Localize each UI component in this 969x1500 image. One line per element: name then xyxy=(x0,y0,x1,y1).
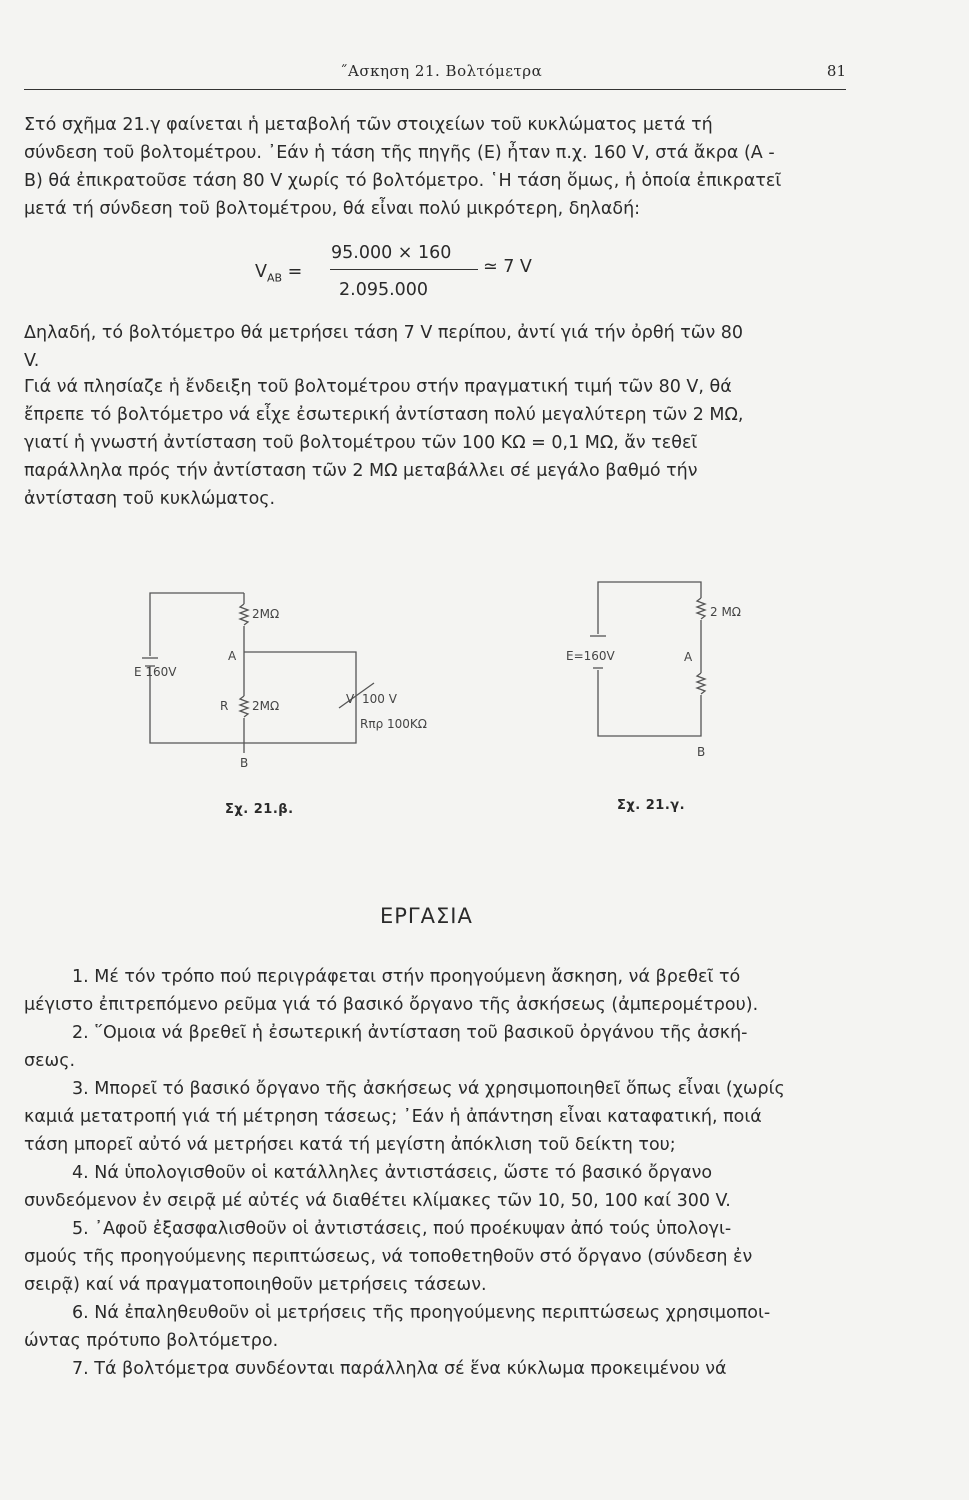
header-rule xyxy=(24,89,846,90)
label-node-b: Β xyxy=(240,756,249,770)
task-item: 2. ῞Ομοια νά βρεθεῖ ἡ ἐσωτερική ἀντίσταση τοῦ βασικοῦ ὀργάνου τῆς ἀσκή- σεως. xyxy=(24,1023,748,1071)
paragraph-2 xyxy=(24,319,864,375)
caption-21c: Σχ. 21.γ. xyxy=(617,798,686,813)
task-item: 6. Νά ἐπαληθευθοῦν οἱ μετρήσεις τῆς προηγούμενης περιπτώσεως χρησιμοποι- ώντας πρότυπο βολτόμετρο. xyxy=(24,1303,771,1351)
wire-bottom xyxy=(598,670,701,736)
wire-meter-top xyxy=(244,652,356,688)
paragraph-3 xyxy=(24,373,864,513)
formula-result: ≃ 7 V xyxy=(483,257,532,277)
label-meter-resistance: Rπρ 100ΚΩ xyxy=(360,717,427,731)
label-node-b: Β xyxy=(697,745,706,759)
label-node-a: Α xyxy=(228,649,237,663)
circuit-diagram-21c xyxy=(560,578,741,773)
paragraph-1-text: Στό σχῆμα 21.γ φαίνεται ἡ μεταβολή τῶν στοιχείων τοῦ κυκλώματος μετά τή σύνδεση τοῦ βολτομέτρου. ᾽Εάν ἡ τάση τῆς πηγῆς (Ε) ἦταν π.χ. 160 V, στά ἄκρα (Α - Β) θά ἐπικρατοῦσε τάση 80 V χωρίς τό βολτόμετρο. ῾Η τάση ὅμως, ἡ ὁποία ἐπικρατεῖ μετά τή σύνδεση τοῦ βολτομέτρου, θά εἶναι πολύ μικρότερη, δηλαδή: xyxy=(24,115,782,219)
running-title: ˝Ασκηση 21. Βολτόμετρα xyxy=(340,62,543,80)
task-item: 5. ᾽Αφοῦ ἐξασφαλισθοῦν οἱ ἀντιστάσεις, πού προέκυψαν ἀπό τούς ὑπολογι- σμούς τῆς προηγούμενης περιπτώσεως, νά τοποθετηθοῦν στό ὄργανο (σύνδεση ἐν σειρᾷ) καί νά πραγματοποιηθοῦν μετρήσεις τάσεων. xyxy=(24,1219,753,1295)
formula-lhs xyxy=(255,262,302,285)
wire-meter-bottom xyxy=(244,688,356,743)
label-r-top: 2ΜΩ xyxy=(252,607,280,621)
label-r: R xyxy=(220,699,229,713)
circuit-21c-svg xyxy=(560,578,741,773)
resistor-bottom xyxy=(240,696,248,717)
label-r-top: 2 ΜΩ xyxy=(710,605,741,619)
resistor-top xyxy=(697,598,705,619)
running-head xyxy=(24,62,846,86)
fraction-bar xyxy=(330,269,478,270)
formula-numerator: 95.000 × 160 xyxy=(331,243,452,263)
paragraph-2-text: Δηλαδή, τό βολτόμετρο θά μετρήσει τάση 7 V περίπου, ἀντί γιά τήν ὀρθή τῶν 80 V. xyxy=(24,323,744,371)
formula-equals: = xyxy=(287,262,303,282)
circuit-21b-svg xyxy=(134,588,454,773)
label-meter: V xyxy=(346,692,355,706)
section-title: ΕΡΓΑΣΙΑ xyxy=(380,904,473,928)
wire-bottom-left xyxy=(150,683,244,743)
task-item: 7. Τά βολτόμετρα συνδέονται παράλληλα σέ ἕνα κύκλωμα προκειμένου νά xyxy=(72,1359,727,1379)
formula-sub: AB xyxy=(266,271,283,285)
label-meter-range: 100 V xyxy=(362,692,397,706)
paragraph-1 xyxy=(24,111,864,223)
task-item: 1. Μέ τόν τρόπο πού περιγράφεται στήν προηγούμενη ἄσκηση, νά βρεθεῖ τό μέγιστο ἐπιτρεπόμενο ρεῦμα γιά τό βασικό ὄργανο τῆς ἀσκήσεως (ἀμπερομέτρου). xyxy=(24,967,759,1015)
resistor-bottom xyxy=(697,673,705,694)
wire-top-left xyxy=(150,593,244,656)
formula-v: V xyxy=(255,262,267,282)
resistor-top xyxy=(240,604,248,625)
paragraph-3-text: Γιά νά πλησίαζε ἡ ἔνδειξη τοῦ βολτομέτρου στήν πραγματική τιμή τῶν 80 V, θά ἔπρεπε τό βολτόμετρο νά εἶχε ἐσωτερική ἀντίσταση πολύ μεγαλύτερη τῶν 2 ΜΩ, γιατί ἡ γνωστή ἀντίσταση τοῦ βολτομέτρου τῶν 100 ΚΩ = 0,1 ΜΩ, ἄν τεθεῖ παράλληλα πρός τήν ἀντίσταση τῶν 2 ΜΩ μεταβάλλει σέ μεγάλο βαθμό τήν ἀντίσταση τοῦ κυκλώματος. xyxy=(24,377,744,509)
task-item: 3. Μπορεῖ τό βασικό ὄργανο τῆς ἀσκήσεως νά χρησιμοποιηθεῖ ὅπως εἶναι (χωρίς καμιά μετατροπή γιά τή μέτρηση τάσεως; ᾽Εάν ἡ ἀπάντηση εἶναι καταφατική, ποιά τάση μπορεῖ αὐτό νά μετρήσει κατά τή μεγίστη ἀπόκλιση τοῦ δείκτη του; xyxy=(24,1079,785,1155)
task-item: 4. Νά ὑπολογισθοῦν οἱ κατάλληλες ἀντιστάσεις, ὥστε τό βασικό ὄργανο συνδεόμενον ἐν σειρᾷ μέ αὐτές νά διαθέτει κλίμακες τῶν 10, 50, 100 καί 300 V. xyxy=(24,1163,731,1211)
voltage-formula xyxy=(255,240,575,300)
label-source: Ε 160V xyxy=(134,665,177,679)
label-r-bottom: 2ΜΩ xyxy=(252,699,280,713)
page-number: 81 xyxy=(826,62,846,80)
wire-top xyxy=(598,582,701,634)
task-list xyxy=(24,963,872,1383)
label-source: Ε=160V xyxy=(566,649,615,663)
caption-21b: Σχ. 21.β. xyxy=(225,802,294,817)
circuit-diagram-21b xyxy=(134,588,454,773)
formula-denominator: 2.095.000 xyxy=(339,280,429,300)
label-node-a: Α xyxy=(684,650,693,664)
